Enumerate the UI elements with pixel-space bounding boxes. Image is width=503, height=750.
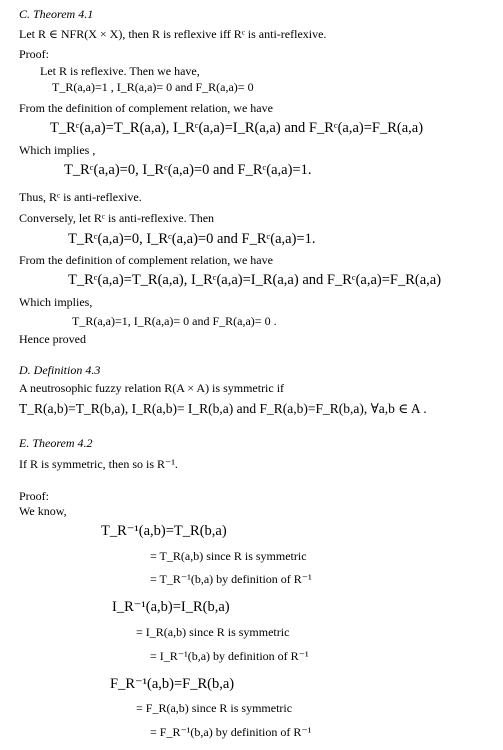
proof-text: Which implies, — [19, 295, 93, 309]
equation: = I_R(a,b) since R is symmetric — [136, 625, 290, 639]
equation: T_R(a,b)=T_R(b,a), I_R(a,b)= I_R(b,a) and F_R(a,b)=F_R(b,a), ∀a,b ∈ A . — [19, 401, 427, 416]
proof-text: Which implies , — [19, 143, 96, 157]
section-heading: E. Theorem 4.2 — [19, 436, 93, 450]
equation: I_R⁻¹(a,b)=I_R(b,a) — [112, 599, 230, 615]
proof-text: From the definition of complement relation, we have — [19, 101, 273, 115]
proof-text: Let R is reflexive. Then we have, — [40, 64, 200, 78]
equation: = I_R⁻¹(b,a) by definition of R⁻¹ — [150, 649, 309, 663]
equation: T_R(a,a)=1 , I_R(a,a)= 0 and F_R(a,a)= 0 — [52, 80, 254, 94]
equation: F_R⁻¹(a,b)=F_R(b,a) — [110, 676, 235, 692]
section-heading: C. Theorem 4.1 — [19, 7, 94, 21]
equation: T_Rᶜ(a,a)=0, I_Rᶜ(a,a)=0 and F_Rᶜ(a,a)=1. — [68, 231, 316, 247]
definition-statement: A neutrosophic fuzzy relation R(A × A) is symmetric if — [19, 381, 285, 395]
equation: = T_R⁻¹(b,a) by definition of R⁻¹ — [150, 572, 312, 586]
theorem-statement: If R is symmetric, then so is R⁻¹. — [19, 457, 178, 471]
equation: = F_R(a,b) since R is symmetric — [136, 701, 293, 715]
section-heading: D. Definition 4.3 — [19, 363, 101, 377]
equation: T_R(a,a)=1, I_R(a,a)= 0 and F_R(a,a)= 0 . — [72, 314, 277, 328]
equation: T_R⁻¹(a,b)=T_R(b,a) — [101, 523, 227, 539]
proof-text: Hence proved — [19, 332, 86, 346]
proof-text: Thus, Rᶜ is anti-reflexive. — [19, 190, 142, 204]
proof-text: Conversely, let Rᶜ is anti-reflexive. Then — [19, 211, 215, 225]
proof-text: We know, — [19, 504, 67, 518]
theorem-statement: Let R ∈ NFR(X × X), then R is reflexive iff Rᶜ is anti-reflexive. — [19, 27, 327, 41]
proof-label: Proof: — [19, 47, 49, 61]
proof-label: Proof: — [19, 489, 49, 503]
equation: T_Rᶜ(a,a)=0, I_Rᶜ(a,a)=0 and F_Rᶜ(a,a)=1. — [64, 162, 312, 178]
proof-text: From the definition of complement relation, we have — [19, 253, 273, 267]
equation: = F_R⁻¹(b,a) by definition of R⁻¹ — [150, 725, 312, 739]
equation: T_Rᶜ(a,a)=T_R(a,a), I_Rᶜ(a,a)=I_R(a,a) and F_Rᶜ(a,a)=F_R(a,a) — [50, 120, 424, 136]
equation: = T_R(a,b) since R is symmetric — [150, 549, 307, 563]
equation: T_Rᶜ(a,a)=T_R(a,a), I_Rᶜ(a,a)=I_R(a,a) and F_Rᶜ(a,a)=F_R(a,a) — [68, 272, 442, 288]
